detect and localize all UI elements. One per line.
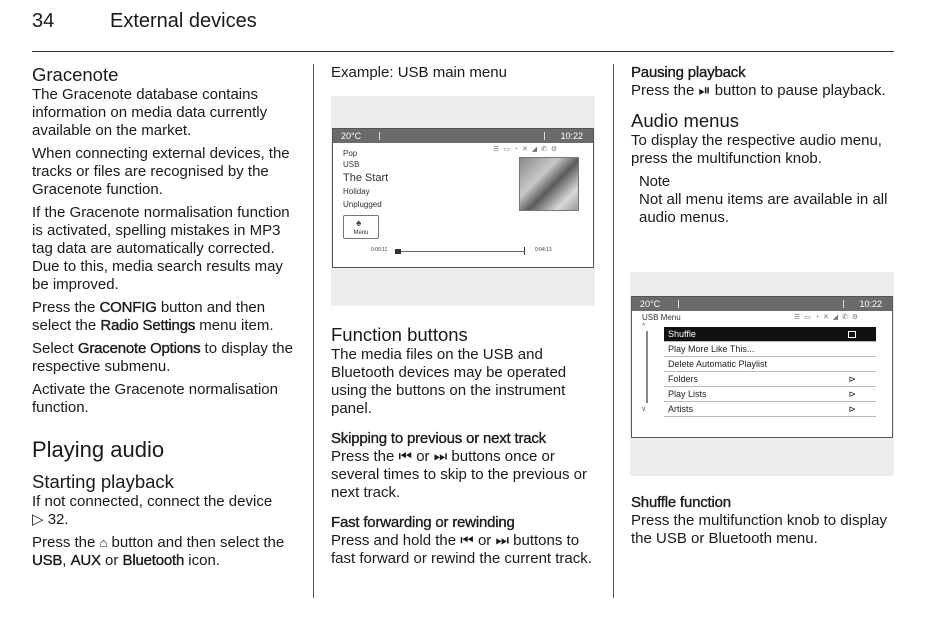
audio-menus-paragraph: To display the respective audio menu, press the multifunction knob.	[631, 132, 882, 167]
scroll-down-icon: v	[642, 406, 646, 413]
radio-settings-ref: Radio Settings	[100, 317, 196, 334]
gracenote-options-ref: Gracenote Options	[77, 340, 201, 357]
note-box	[631, 173, 901, 227]
album-label: Unplugged	[343, 200, 382, 209]
column-3	[631, 64, 901, 232]
scroll-up-icon: ^	[642, 323, 646, 330]
gracenote-paragraph: If the Gracenote normalisation function is activated, spelling mistakes in MP3 tag data are automatically corrected. Due to this, media search results may be improved.	[32, 204, 290, 293]
elapsed-time: 0:00:11	[371, 247, 388, 253]
shuffle-paragraph: Press the multifunction knob to display the USB or Bluetooth menu.	[631, 512, 887, 547]
gracenote-paragraph: The Gracenote database contains information on media data currently available on the market.	[32, 86, 268, 139]
track-title: The Start	[343, 172, 389, 184]
clock: 10:22	[560, 131, 583, 141]
shuffle-heading: Shuffle function	[631, 494, 731, 511]
playing-audio-heading: Playing audio	[32, 437, 165, 462]
menu-icon: ♠	[356, 218, 362, 229]
previous-track-icon: ⏮	[398, 448, 413, 465]
config-button-ref: CONFIG	[99, 299, 157, 316]
skip-paragraph: Press the ⏮ or ⏭ buttons once or several times to skip to the previous or next track.	[331, 448, 587, 501]
menu-item-delete-playlist[interactable]: Delete Automatic Playlist	[664, 357, 876, 372]
usb-main-screen	[332, 128, 594, 268]
fast-forward-heading: Fast forwarding or rewinding	[331, 514, 515, 531]
page-ref-icon: ▷	[32, 511, 44, 528]
connect-paragraph: If not connected, connect the device ▷ 32.	[32, 493, 273, 528]
column-divider	[613, 64, 614, 598]
home-icon: ⌂	[99, 535, 108, 550]
function-buttons-heading: Function buttons	[331, 324, 468, 345]
pause-paragraph: Press the ⏯ button to pause playback.	[631, 82, 886, 99]
chevron-right-icon: ⊳	[848, 374, 856, 384]
status-bar	[333, 129, 593, 143]
starting-playback-heading: Starting playback	[32, 471, 174, 492]
status-bar	[632, 297, 892, 311]
menu-item-artists[interactable]: Artists ⊳	[664, 402, 876, 417]
previous-track-icon: ⏮	[460, 532, 474, 549]
note-heading: Note	[639, 173, 670, 190]
usb-main-menu-figure	[331, 96, 595, 306]
next-track-icon: ⏭	[495, 532, 509, 549]
temperature: 20°C	[640, 299, 661, 309]
skip-heading: Skipping to previous or next track	[331, 430, 546, 447]
clock: 10:22	[859, 299, 882, 309]
source-label: USB	[343, 160, 360, 169]
artist-label: Holiday	[343, 187, 370, 196]
chevron-right-icon: ⊳	[848, 389, 856, 399]
temperature: 20°C	[341, 131, 362, 141]
usb-menu-screen	[631, 296, 893, 438]
example-caption: Example: USB main menu	[331, 64, 507, 81]
page-number: 34	[32, 10, 55, 32]
menu-item-play-more[interactable]: Play More Like This...	[664, 342, 876, 357]
column-2	[331, 64, 599, 87]
usb-menu-list	[664, 327, 876, 417]
status-icons: ☰ ▭ ◔ ✕ ◢ ✆ ⚙	[493, 146, 559, 153]
total-time: 0:04:13	[535, 247, 552, 253]
menu-item-shuffle[interactable]: Shuffle	[664, 327, 876, 342]
function-buttons-paragraph: The media files on the USB and Bluetooth devices may be operated using the buttons on the instrument panel.	[331, 346, 567, 417]
chapter-title: External devices	[110, 10, 257, 32]
status-icons: ☰ ▭ ◔ ✕ ◢ ✆ ⚙	[794, 314, 860, 321]
column-3-lower	[631, 494, 901, 553]
play-pause-icon: ⏯	[698, 82, 711, 99]
column-2-lower	[331, 324, 599, 573]
progress-bar[interactable]	[395, 251, 525, 252]
options-paragraph: Select Gracenote Options to display the respective submenu.	[32, 340, 293, 375]
note-text: Not all menu items are available in all audio menus.	[639, 191, 888, 226]
config-paragraph: Press the CONFIG button and then select the Radio Settings menu item.	[32, 299, 274, 334]
album-art	[519, 157, 579, 211]
pausing-playback-heading: Pausing playback	[631, 64, 746, 81]
activate-paragraph: Activate the Gracenote normalisation function.	[32, 381, 278, 416]
scrollbar[interactable]	[642, 323, 648, 413]
gracenote-heading: Gracenote	[32, 64, 119, 85]
genre-label: Pop	[343, 149, 358, 158]
menu-button[interactable]: ♠ Menu	[343, 215, 379, 239]
column-divider	[313, 64, 314, 598]
page-header	[32, 8, 894, 52]
usb-menu-title: USB Menu	[642, 313, 681, 322]
menu-item-folders[interactable]: Folders ⊳	[664, 372, 876, 387]
select-source-paragraph: Press the ⌂ button and then select the USB, AUX or Bluetooth icon.	[32, 534, 285, 569]
chevron-right-icon: ⊳	[848, 404, 856, 414]
column-1	[32, 64, 300, 575]
usb-menu-figure	[630, 272, 894, 476]
fast-forward-paragraph: Press and hold the ⏮ or ⏭ buttons to fast forward or rewind the current track.	[331, 532, 592, 567]
gracenote-paragraph: When connecting external devices, the tracks or files are recognised by the Gracenote function.	[32, 145, 290, 198]
audio-menus-heading: Audio menus	[631, 110, 739, 131]
checkbox-icon	[848, 331, 856, 338]
menu-item-play-lists[interactable]: Play Lists ⊳	[664, 387, 876, 402]
next-track-icon: ⏭	[433, 448, 448, 465]
